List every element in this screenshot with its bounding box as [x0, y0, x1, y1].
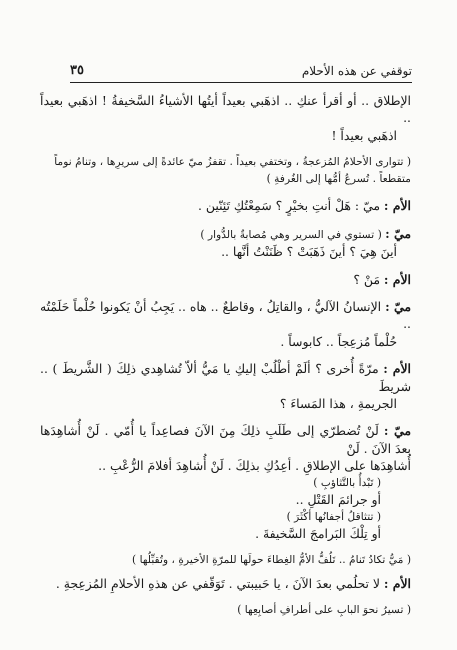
- speaker-name: الأم :: [383, 575, 411, 591]
- dialogue-text: الإنسانُ الآليُّ ، والقاتِلُ ، وقاطعٌ .. هاه .. يَجِبُ أنْ يَكونوا حُلْماً حَلَمْتُه ..: [40, 298, 411, 332]
- stage-direction: ( تستوي في السرير وهي مُصابةٌ بالدُّوار ): [200, 227, 386, 241]
- dialogue-line: [40, 360, 411, 395]
- speaker-name: ميّ :: [385, 298, 411, 314]
- stage-direction: متقطعاً . تُسرعُ أمُّها إلى الغُرفةِ ): [266, 171, 411, 185]
- dialogue-text: ميّ : هَلْ أنتِ بخيْرٍ ؟ سَمِعْتُكِ تَئِنّين .: [198, 198, 384, 214]
- speaker-name: ميّ :: [385, 225, 411, 241]
- stage-direction: ( تتثاقلُ أجفانُها أكْثَرَ ): [286, 509, 381, 523]
- text-line: الجريمةِ ، هذا المَساءَ ؟: [279, 395, 397, 411]
- speaker-name: الأم :: [383, 361, 411, 377]
- dialogue-text: مرّةً أُخرى ؟ ألَمْ أطْلُبْ إليكِ يا مَيُّ ألاّ تُشاهِدي ذلِكَ ( الشَّريطَ ) .. شريطَ: [40, 361, 411, 394]
- stage-direction: ( تسيرُ نحوَ البابِ على أطرافِ أصابِعِها ): [237, 603, 411, 617]
- page-header: [70, 56, 412, 83]
- stage-direction: ( تَبْدأُ بالتَّثاؤبِ ): [313, 475, 381, 489]
- dialogue-line: [40, 575, 411, 592]
- dialogue-line: [40, 298, 411, 333]
- text-line: الإطلاق .. أو أقرأ عنكِ .. اذهَبي بعيداً أيتُها الأشياءُ السَّخيفةُ ! اذهَبي بعيداً ..: [40, 93, 411, 126]
- dialogue-text: لا تحلُمي بعدَ الآنَ ، يا حَبيبتي . تَوَقّفي عن هذهِ الأحلامِ المُزعِجةِ .: [55, 575, 384, 591]
- text-line: أينَ هِيَ ؟ أينَ ذَهَبَتْ ؟ ظَنَنْتُ أنَّها ..: [221, 244, 397, 260]
- speaker-name: الأم :: [383, 198, 411, 214]
- running-head: توقفي عن هذه الأحلام: [301, 64, 412, 78]
- speaker-name: ميّ :: [383, 423, 411, 439]
- speaker-name: الأم :: [383, 271, 411, 287]
- stage-direction: ( تتوارى الأحلامُ المُزعجةُ ، وتختفي بعيداً . تقفزُ ميّ عائدةً إلى سريرِها ، وتنامُ نوماً: [54, 155, 411, 169]
- dialogue-line: [40, 422, 411, 457]
- text-line: حُلْماً مُزعِجاً .. كابوساً .: [280, 333, 397, 349]
- text-line: أو جرائمَ القَتْلِ ..: [295, 492, 381, 508]
- dialogue-line: [40, 225, 411, 244]
- play-text: [40, 92, 411, 619]
- dialogue-text: لَنْ تُضطرّي إلى طَلَبِ ذلِكَ مِنَ الآنَ فصاعِداً يا أُمّي . لَنْ أُشاهِدَها بعدَ الآنَ . لَنْ: [40, 423, 411, 456]
- page-number: ٣٥: [70, 63, 84, 78]
- dialogue-line: [40, 271, 411, 288]
- dialogue-line: [40, 197, 411, 214]
- text-line: أُشاهِدَها على الإطلاقِ . أعِدُكِ بذلِكَ . لَنْ أُشاهِدَ أفلامَ الرُّعْبِ ..: [98, 458, 411, 474]
- text-line: أو تِلْكَ البَرامجَ السَّخيفةَ .: [255, 526, 381, 541]
- text-line: اذهَبي بعيداً !: [331, 127, 397, 143]
- stage-direction: ( مَيُّ تكادُ تَنامُ .. تَلُفُّ الأمُّ الغِطاءَ حولَها للمرّةِ الأخيرةِ ، وتُقبِّلُها ): [132, 553, 411, 567]
- dialogue-text: مَنْ ؟: [353, 271, 384, 287]
